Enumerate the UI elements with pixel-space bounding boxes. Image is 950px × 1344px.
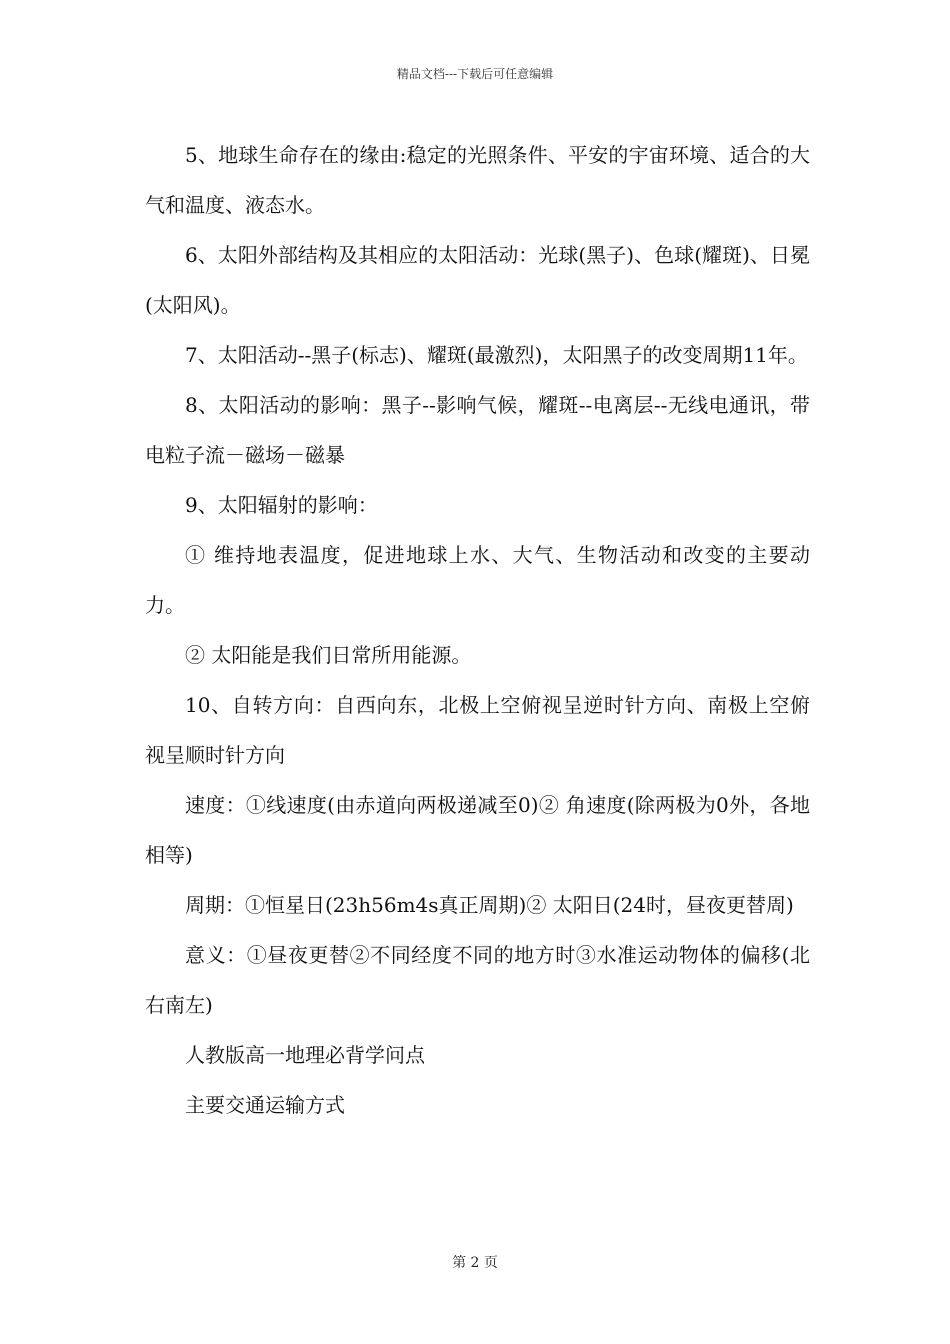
- paragraph-9-radiation-effects: 9、太阳辐射的影响：: [185, 493, 378, 517]
- paragraph-6-sun-structure: 6、太阳外部结构及其相应的太阳活动：光球(黑子)、色球(耀斑)、日冕(太阳风)。: [145, 243, 810, 317]
- list-item-radiation-2: ② 太阳能是我们日常所用能源。: [185, 643, 472, 667]
- page-footer: [0, 1254, 950, 1272]
- section-heading-transport: 主要交通运输方式: [185, 1093, 345, 1117]
- paragraph-5-life-conditions: 5、地球生命存在的缘由:稳定的光照条件、平安的宇宙环境、适合的大气和温度、液态水。: [145, 143, 810, 217]
- document-body: [145, 130, 810, 1130]
- paragraph-rotation-significance: 意义：①昼夜更替②不同经度不同的地方时③水准运动物体的偏移(北右南左): [145, 943, 810, 1017]
- paragraph-10-rotation-direction: 10、自转方向：自西向东，北极上空俯视呈逆时针方向、南极上空俯视呈顺时针方向: [145, 693, 810, 767]
- paragraph-rotation-period: 周期：①恒星日(23h56m4s真正周期)② 太阳日(24时，昼夜更替周): [185, 893, 794, 917]
- list-item-radiation-1: ① 维持地表温度，促进地球上水、大气、生物活动和改变的主要动力。: [145, 543, 810, 617]
- page-header: [0, 66, 950, 82]
- section-heading-knowledge: 人教版高一地理必背学问点: [185, 1043, 425, 1067]
- header-text: 精品文档---下载后可任意编辑: [396, 67, 554, 81]
- page-number: 第 2 页: [452, 1255, 498, 1271]
- paragraph-rotation-speed: 速度：①线速度(由赤道向两极递减至0)② 角速度(除两极为0外，各地相等): [145, 793, 810, 867]
- paragraph-7-solar-activity: 7、太阳活动--黑子(标志)、耀斑(最激烈)，太阳黑子的改变周期11年。: [185, 343, 808, 367]
- paragraph-8-activity-effects: 8、太阳活动的影响：黑子--影响气候，耀斑--电离层--无线电通讯，带电粒子流－磁场－磁暴: [145, 393, 810, 467]
